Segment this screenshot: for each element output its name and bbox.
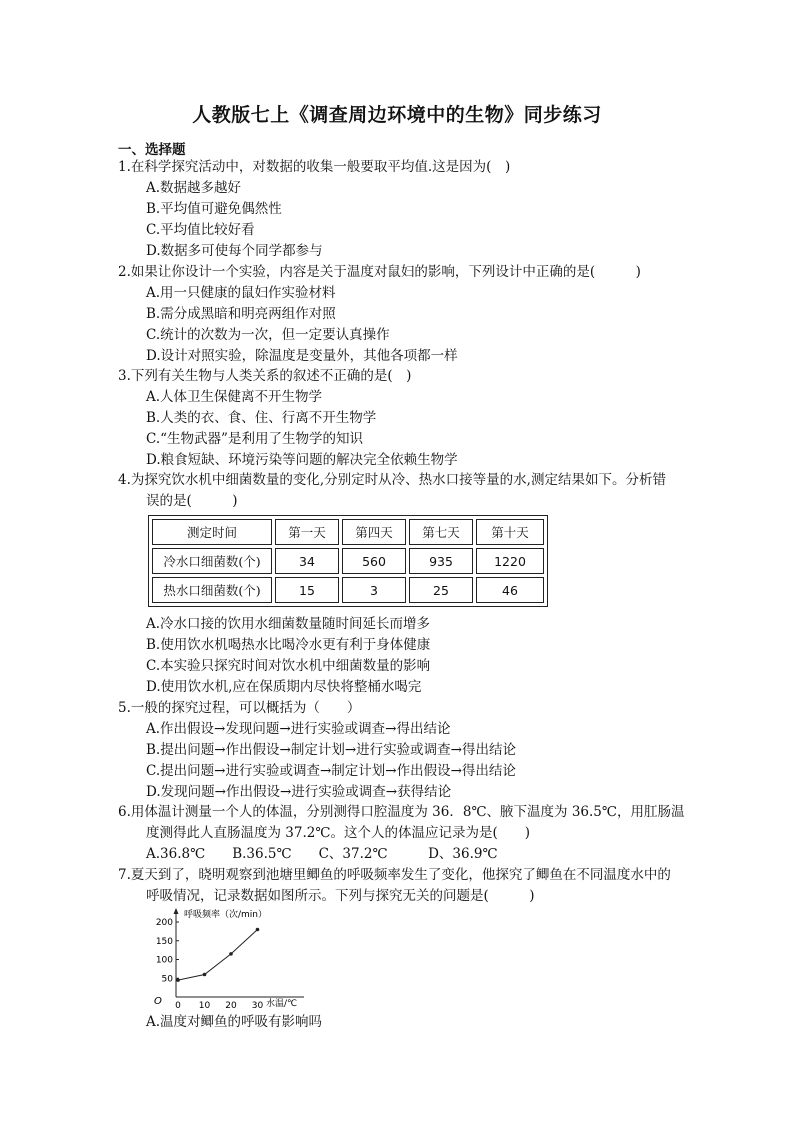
question-3-option-d[interactable]: D.粮食短缺、环境污染等问题的解决完全依赖生物学 (146, 452, 458, 468)
respiration-rate-chart (148, 905, 308, 1011)
x-axis-label: 水温/℃ (266, 999, 298, 1009)
question-5-option-a[interactable]: A.作出假设→发现问题→进行实验或调查→得出结论 (146, 721, 451, 737)
bacteria-count-table (148, 515, 548, 607)
question-4-option-d[interactable]: D.使用饮水机,应在保质期内尽快将整桶水喝完 (146, 679, 422, 695)
page-title: 人教版七上《调查周边环境中的生物》同步练习 (192, 104, 602, 126)
question-1-option-b[interactable]: B.平均值可避免偶然性 (146, 201, 282, 217)
question-7-stem: 7.夏天到了，晓明观察到池塘里鲫鱼的呼吸频率发生了变化，他探究了鲫鱼在不同温度水中的 (118, 867, 671, 883)
x-tick-label: 0 (175, 1001, 181, 1011)
x-tick-label: 20 (225, 1001, 237, 1011)
table-row (152, 577, 544, 603)
question-2-stem: 2.如果让你设计一个实验，内容是关于温度对鼠妇的影响，下列设计中正确的是( ) (118, 264, 641, 280)
y-axis-label: 呼吸频率（次/min） (184, 910, 268, 920)
question-5-option-c[interactable]: C.提出问题→进行实验或调查→制定计划→作出假设→得出结论 (146, 763, 516, 779)
question-5-option-b[interactable]: B.提出问题→作出假设→制定计划→进行实验或调查→得出结论 (146, 742, 516, 758)
table-cell: 46 (476, 577, 544, 603)
table-cell: 1220 (476, 548, 544, 574)
question-2-option-d[interactable]: D.设计对照实验，除温度是变量外，其他各项都一样 (146, 348, 458, 364)
origin-label: O (154, 996, 162, 1007)
y-axis-arrow (174, 908, 179, 914)
question-4-option-c[interactable]: C.本实验只探究时间对饮水机中细菌数量的影响 (146, 658, 431, 674)
question-1-option-a[interactable]: A.数据越多越好 (146, 180, 242, 196)
question-5-stem: 5.一般的探究过程，可以概括为（ ） (118, 700, 361, 716)
question-3-stem: 3.下列有关生物与人类关系的叙述不正确的是( ) (118, 368, 412, 384)
question-1-stem: 1.在科学探究活动中，对数据的收集一般要取平均值.这是因为( ) (118, 159, 511, 175)
question-6-stem-continued: 度测得此人直肠温度为 37.2℃。这个人的体温应记录为是( ) (146, 825, 530, 841)
question-3-option-b[interactable]: B.人类的衣、食、住、行离不开生物学 (146, 410, 377, 426)
x-tick-label: 10 (198, 1001, 211, 1011)
table-cell: 热水口细菌数(个) (152, 577, 272, 603)
question-2-option-c[interactable]: C.统计的次数为一次，但一定要认真操作 (146, 327, 390, 343)
y-tick-label: 150 (155, 936, 173, 947)
question-6-options[interactable]: A.36.8℃ B.36.5℃ C、37.2℃ D、36.9℃ (146, 846, 498, 862)
table-cell: 3 (342, 577, 406, 603)
question-3-option-c[interactable]: C.“生物武器”是利用了生物学的知识 (146, 431, 363, 447)
y-tick-label: 100 (155, 955, 173, 966)
question-2-option-b[interactable]: B.需分成黑暗和明亮两组作对照 (146, 306, 336, 322)
data-point (256, 928, 260, 932)
question-7-stem-continued: 呼吸情况，记录数据如图所示。下列与探究无关的问题是( ) (146, 888, 535, 904)
y-tick-label: 200 (155, 918, 173, 928)
table-row (152, 548, 544, 574)
data-point (229, 952, 233, 956)
question-7-option-a[interactable]: A.温度对鲫鱼的呼吸有影响吗 (146, 1014, 323, 1030)
series-line (178, 930, 258, 981)
question-5-option-d[interactable]: D.发现问题→作出假设→进行实验或调查→获得结论 (146, 784, 452, 800)
question-1-option-d[interactable]: D.数据多可使每个同学都参与 (146, 243, 323, 259)
table-cell: 冷水口细菌数(个) (152, 548, 272, 574)
question-4-option-a[interactable]: A.冷水口接的饮用水细菌数量随时间延长而增多 (146, 616, 431, 632)
question-4-option-b[interactable]: B.使用饮水机喝热水比喝冷水更有利于身体健康 (146, 637, 431, 653)
y-tick-label: 50 (161, 974, 173, 985)
table-cell: 935 (409, 548, 473, 574)
table-header-cell: 第七天 (409, 519, 473, 545)
question-2-option-a[interactable]: A.用一只健康的鼠妇作实验材料 (146, 285, 336, 301)
question-6-stem: 6.用体温计测量一个人的体温，分别测得口腔温度为 36．8℃、腋下温度为 36.5℃，用肛肠温 (118, 804, 685, 820)
data-point (203, 973, 207, 977)
question-4-stem: 4.为探究饮水机中细菌数量的变化,分别定时从冷、热水口接等量的水,测定结果如下。分析错 (118, 472, 666, 488)
table-header-cell: 第四天 (342, 519, 406, 545)
question-3-option-a[interactable]: A.人体卫生保健离不开生物学 (146, 389, 323, 405)
table-cell: 560 (342, 548, 406, 574)
section-heading: 一、选择题 (118, 142, 186, 158)
table-header-cell: 第十天 (476, 519, 544, 545)
x-tick-label: 30 (251, 1001, 264, 1011)
table-cell: 34 (275, 548, 339, 574)
table-header-row (152, 519, 544, 545)
question-4-stem-continued: 误的是( ) (146, 493, 238, 509)
question-1-option-c[interactable]: C.平均值比较好看 (146, 222, 255, 238)
table-header-cell: 测定时间 (152, 519, 272, 545)
table-header-cell: 第一天 (275, 519, 339, 545)
table-cell: 25 (409, 577, 473, 603)
data-point (176, 978, 180, 982)
chart-point-group (176, 928, 259, 982)
table-cell: 15 (275, 577, 339, 603)
